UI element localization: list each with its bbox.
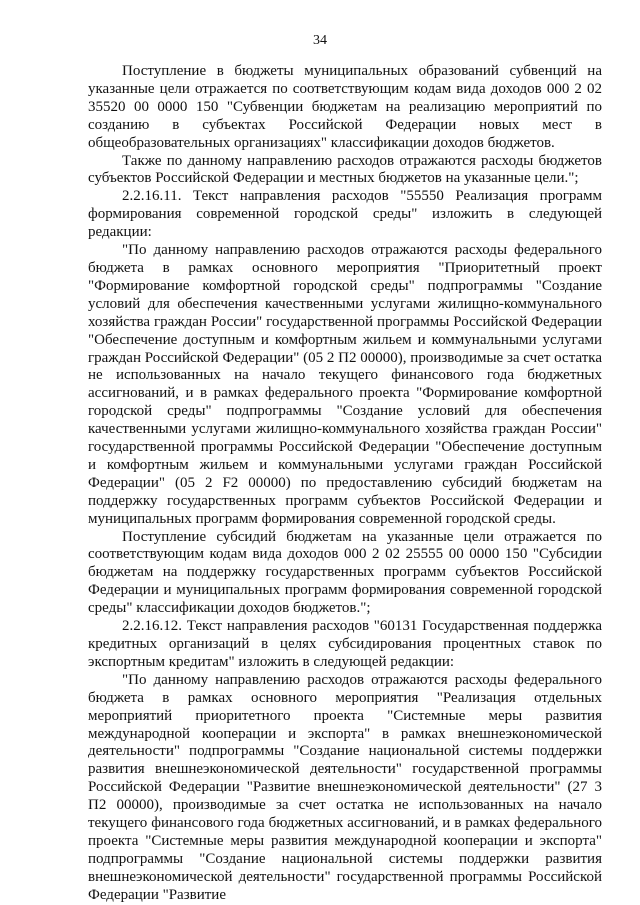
- document-body: [88, 63, 602, 905]
- paragraph-subvention-income: Поступление в бюджеты муниципальных образований субвенций на указанные цели отражается по соответствующим кодам вида доходов 000 2 02 35520 00 0000 150 "Субвенции бюджетам на реализацию мероприятий по созданию в субъектах Российской Федерации новых мест в общеобразовательных организациях" классификации доходов бюджетов.: [88, 63, 602, 151]
- paragraph-regional-expenses: Также по данному направлению расходов отражаются расходы бюджетов субъектов Российской Федерации и местных бюджетов на указанные цели.";: [88, 152, 602, 187]
- page-number: 34: [313, 33, 327, 48]
- paragraph-section-2-2-16-12: 2.2.16.12. Текст направления расходов "60131 Государственная поддержка кредитных организаций в целях субсидирования процентных ставок по экспортным кредитам" изложить в следующей редакции:: [88, 618, 602, 670]
- paragraph-urban-environment-expenses: "По данному направлению расходов отражаются расходы федерального бюджета в рамках основного мероприятия "Приоритетный проект "Формирование комфортной городской среды" подпрограммы "Создание условий для обеспечения качественными услугами жилищно-коммунального хозяйства граждан России" государственной программы Российской Федерации "Обеспечение доступным и комфортным жильем и коммунальными услугами граждан Российской Федерации" (05 2 П2 00000), производимые за счет остатка не использованных на начало текущего финансового года бюджетных ассигнований, и в рамках федерального проекта "Формирование комфортной городской среды" подпрограммы "Создание условий для обеспечения качественными услугами жилищно-коммунального хозяйства граждан России" государственной программы Российской Федерации "Обеспечение доступным и комфортным жильем и коммунальными услугами граждан Российской Федерации" (05 2 F2 00000) по предоставлению субсидий бюджетам на поддержку государственных программ субъектов Российской Федерации и муниципальных программ формирования современной городской среды.: [88, 242, 602, 527]
- paragraph-section-2-2-16-11: 2.2.16.11. Текст направления расходов "55550 Реализация программ формирования современной городской среды" изложить в следующей редакции:: [88, 188, 602, 241]
- paragraph-subsidy-income: Поступление субсидий бюджетам на указанные цели отражается по соответствующим кодам вида доходов 000 2 02 25555 00 0000 150 "Субсидии бюджетам на поддержку государственных программ субъектов Российской Федерации и муниципальных программ формирования современной городской среды" классификации доходов бюджетов.";: [88, 528, 602, 617]
- paragraph-export-credit-expenses: "По данному направлению расходов отражаются расходы федерального бюджета в рамках основного мероприятия "Реализация отдельных мероприятий приоритетного проекта "Системные меры развития международной кооперации и экспорта" в рамках внешнеэкономической деятельности" подпрограммы "Создание национальной системы поддержки развития внешнеэкономической деятельности" государственной программы Российской Федерации "Развитие внешнеэкономической деятельности" (27 3 П2 00000), производимые за счет остатка не использованных на начало текущего финансового года бюджетных ассигнований, и в рамках федерального проекта "Системные меры развития международной кооперации и экспорта" подпрограммы "Создание национальной системы поддержки развития внешнеэкономической деятельности" государственной программы Российской Федерации "Развитие: [88, 671, 602, 903]
